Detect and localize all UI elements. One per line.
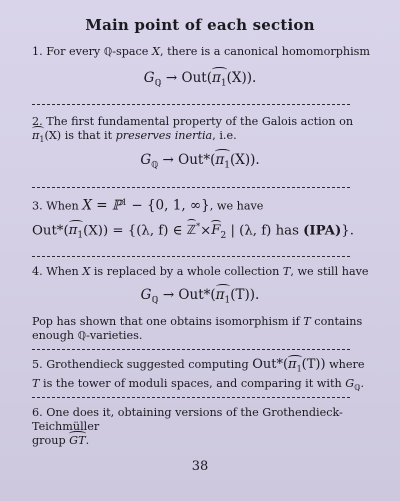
s4-text-b: is replaced by a whole collection — [90, 265, 283, 278]
s3-eq-b: (X)) = {(λ, f) ∈ — [83, 223, 187, 239]
s5-line2-a: is the tower of moduli spaces, and comparing it with — [39, 376, 346, 390]
s2-eq-pi: π — [215, 152, 225, 168]
s1-eq-sub: ℚ — [154, 78, 162, 89]
s2-pi: π — [32, 129, 40, 142]
s5-text-a: 5. Grothendieck suggested computing — [32, 358, 253, 371]
s4-pop-t: T — [303, 315, 311, 328]
s2-eq-pi-sub: 1 — [224, 160, 230, 171]
s4-text-c: , we still have — [290, 265, 369, 278]
s4-pop-q: ℚ — [77, 329, 87, 342]
section-1-text — [32, 45, 374, 59]
s4-eq-pi: π — [215, 287, 225, 303]
s4-pop-d: -varieties. — [86, 329, 143, 342]
s3-eq-a: Out*( — [32, 223, 69, 239]
section-2-equation — [0, 152, 400, 171]
s2-eq-sub: ℚ — [151, 160, 159, 171]
s1-text-b: -space — [112, 45, 152, 58]
s3-eq-c: | (λ, f) has — [226, 223, 304, 239]
s3-big-eq-b: − {0, 1, ∞} — [127, 197, 210, 214]
section-divider — [32, 256, 350, 257]
s1-bbq: ℚ — [103, 45, 113, 58]
s2-line2-a: (X) is that it — [44, 129, 116, 142]
s3-eq-pi: π — [68, 223, 78, 239]
s4-eq-sub: ℚ — [151, 295, 159, 306]
s4-var-x: X — [82, 265, 91, 278]
s3-big-eq: X = ℙ — [82, 197, 122, 214]
s5-line2-t: T — [32, 376, 40, 390]
s3-f: F — [211, 223, 221, 239]
s3-eq-pi-sub: 1 — [77, 231, 84, 242]
s5-line2-g: G — [345, 376, 355, 390]
s5-out: Out*( — [252, 357, 289, 372]
s3-z: ℤ — [186, 222, 197, 238]
s5-text-b: where — [325, 358, 365, 371]
s3-eq-d: }. — [341, 223, 354, 239]
s1-eq-g: G — [143, 70, 155, 86]
section-1-equation — [0, 70, 400, 89]
s6-gt: GT — [69, 434, 86, 447]
s2-eq-c: (X)). — [229, 152, 260, 168]
s5-pi-sub: 1 — [296, 364, 302, 374]
s3-times: × — [200, 223, 212, 239]
s2-line2-em: preserves inertia — [115, 129, 213, 142]
s2-eq-b: → Out*( — [158, 152, 216, 168]
s6-line2-b: . — [85, 434, 90, 447]
s2-eq-g: G — [140, 152, 152, 168]
page-title: Main point of each section — [85, 16, 315, 34]
s3-sup: 1 — [121, 198, 128, 207]
page-number: 38 — [191, 459, 209, 474]
s1-text-c: , there is a canonical homomorphism — [159, 45, 371, 58]
s2-pi-sub: 1 — [39, 135, 45, 145]
s3-z-sup: * — [196, 222, 201, 231]
section-4-pop-text — [32, 315, 374, 343]
s5-line2-sub: ℚ — [354, 382, 361, 392]
section-divider — [32, 104, 350, 105]
s5-out-b: (T)) — [301, 357, 326, 372]
s5-pi: π — [288, 357, 297, 372]
s3-text-a: 3. When — [32, 199, 83, 213]
s1-eq-pi-sub: 1 — [220, 78, 227, 89]
section-4-equation — [0, 287, 400, 306]
s2-line2-b: , i.e. — [212, 129, 237, 142]
s1-text-a: 1. For every — [32, 45, 104, 58]
s6-line1: 6. One does it, obtaining versions of the Grothendieck-Teichmüller — [32, 406, 343, 433]
s4-var-t: T — [282, 265, 291, 278]
s1-eq-rest: → Out( — [161, 70, 212, 86]
section-3-equation — [32, 222, 354, 241]
s1-eq-pi: π — [211, 70, 221, 86]
s4-pop-a: Pop has shown that one obtains isomorphism if — [32, 315, 304, 328]
section-3-text — [32, 196, 374, 214]
s6-line2-a: group — [32, 434, 70, 447]
s4-eq-pi-sub: 1 — [224, 295, 231, 306]
s4-eq-c: (T)). — [230, 287, 260, 303]
section-4-text — [32, 265, 374, 279]
s1-eq-tail: (X)). — [226, 70, 257, 86]
section-divider — [32, 349, 350, 350]
section-6-text — [32, 406, 374, 448]
section-5-text — [32, 358, 374, 395]
s4-pop-b: contains — [310, 315, 363, 328]
s3-ipa: (IPA) — [303, 223, 342, 239]
section-divider — [32, 397, 350, 398]
s3-text-b: , we have — [209, 199, 264, 213]
s4-eq-g: G — [140, 287, 152, 303]
s2-line1: 2. The first fundamental property of the Galois action on — [32, 115, 354, 128]
s4-pop-c: enough — [32, 329, 78, 342]
s3-f-sub: 2 — [220, 231, 227, 242]
s1-var-x: X — [151, 45, 160, 58]
s4-text-a: 4. When — [32, 265, 83, 278]
section-divider — [32, 187, 350, 188]
s5-line2-end: . — [360, 376, 364, 390]
section-2-text — [32, 115, 374, 147]
s4-eq-b: → Out*( — [158, 287, 216, 303]
